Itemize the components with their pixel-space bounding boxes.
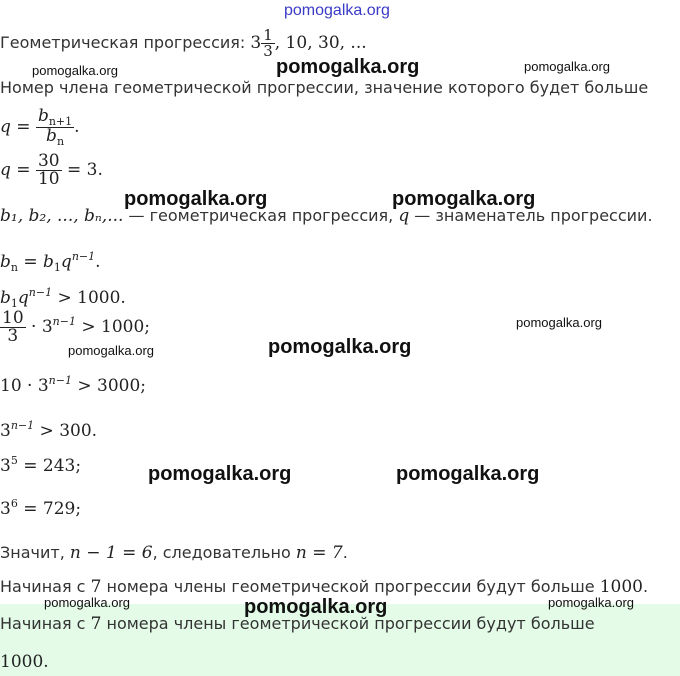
mixed-number-fraction: $\frac{1}{3}$ [263,26,273,60]
watermark: pomogalka.org [396,463,540,485]
watermark: pomogalka.org [548,595,634,610]
watermark-top: pomogalka.org [284,2,390,19]
ratio-formula: q = $\frac{b_{n+1}}{b_n}$ . [0,106,80,148]
inequality-3: $10 \cdot 3^{n-1} > 3000$; [0,374,147,396]
watermark: pomogalka.org [32,63,118,78]
power-5: $3^5 = 243$; [0,454,82,476]
progression-definition: b₁, b₂, ..., bₙ,... — геометрическая прогрессия, q — знаменатель прогрессии. [0,206,653,226]
inequality-4: $3^{n-1} > 300$. [0,419,98,441]
watermark: pomogalka.org [124,188,268,210]
problem-question: Номер члена геометрической прогрессии, значение которого будет больше [0,78,649,97]
problem-lead: Геометрическая прогрессия: [0,33,246,52]
nth-term-formula: $b_n = b_1q^{n-1}$. [0,250,101,274]
answer-value: 1000. [0,652,49,672]
inequality-2: $\frac{10}{3}$ · $3^{n-1} > 1000$; [2,308,151,346]
problem-terms: , 10, 30, ... [274,33,367,53]
watermark: pomogalka.org [276,56,420,78]
watermark: pomogalka.org [68,343,154,358]
watermark: pomogalka.org [516,315,602,330]
watermark: pomogalka.org [268,336,412,358]
inequality-1: $b_1q^{n-1} > 1000$. [0,286,126,310]
power-6: $3^6 = 729$; [0,497,82,519]
ratio-value: q = $\frac{30}{10}$ = 3. [0,151,103,189]
watermark: pomogalka.org [524,59,610,74]
watermark: pomogalka.org [148,463,292,485]
watermark: pomogalka.org [392,188,536,210]
mixed-number-whole: 3 [250,33,262,53]
watermark: pomogalka.org [44,595,130,610]
answer-text: Начиная с 7 номера члены геометрической прогрессии будут больше [0,614,595,634]
conclusion-line: Значит, n − 1 = 6, следовательно n = 7. [0,543,348,563]
result-line: Начиная с 7 номера члены геометрической прогрессии будут больше 1000. [0,577,649,597]
watermark: pomogalka.org [244,596,388,618]
